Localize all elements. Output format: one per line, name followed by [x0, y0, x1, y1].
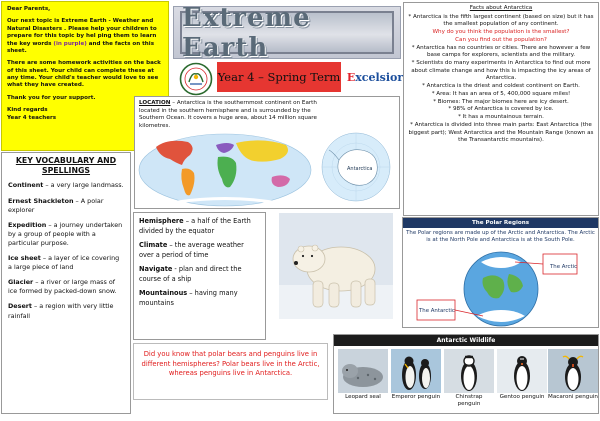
polar-bear-image — [279, 213, 393, 319]
vocab-term: Desert — [8, 302, 32, 311]
animal-caption: Emperor penguin — [391, 394, 441, 400]
animal-emperor-penguin — [391, 349, 441, 413]
polar-regions-heading: The Polar Regions — [403, 218, 598, 228]
letter-signoff: Year 4 teachers — [7, 114, 57, 121]
vocab-term: Ice sheet — [8, 254, 41, 263]
vocab-definition: – the average weather over a period of time — [139, 241, 244, 259]
letter-paragraph-2: There are some homework activities on the back of this sheet. Your child can complete these at any time. Your child's teacher would love to see what they have created. — [7, 60, 161, 89]
vocab-term: Climate — [139, 241, 168, 250]
letter-paragraph-1-end: and the facts on this sheet. — [7, 40, 155, 54]
animal-caption: Chinstrap penguin — [455, 394, 483, 407]
vocab-definition: – having many mountains — [139, 289, 238, 307]
vocab-term: Ernest Shackleton — [8, 196, 74, 205]
page-title: Extreme Earth — [182, 2, 311, 63]
fact-item: * Area: It has an area of 5, 400,000 square miles! — [431, 90, 571, 97]
vocab-definition: - plan and direct the course of a ship — [139, 265, 242, 283]
vocab-item — [8, 254, 124, 272]
vocab-term: Mountainous — [139, 289, 188, 298]
antarctica-map — [317, 130, 395, 204]
vocab-definition: – a layer of ice covering a large piece of land — [8, 254, 120, 272]
letter-thanks: Thank you for your support. — [7, 94, 96, 101]
wildlife-heading: Antarctic Wildlife — [334, 335, 598, 346]
arctic-label: The Arctic — [550, 264, 578, 270]
excelsior-initial: E — [346, 70, 356, 84]
year-term-label: Year 4 – Spring Term — [217, 62, 341, 92]
polar-regions-panel — [402, 217, 599, 328]
fact-item: * 98% of Antarctica is covered by ice. — [448, 106, 554, 113]
fact-question: Why do you think the population is the smallest? — [432, 29, 570, 36]
vocab-item — [8, 181, 124, 190]
facts-panel — [403, 2, 599, 216]
fact-item: * It has a mountainous terrain. — [458, 114, 544, 121]
vocab-item — [139, 265, 260, 284]
emperor-penguin-image — [391, 349, 441, 393]
letter-regards: Kind regards — [7, 107, 48, 114]
chinstrap-penguin-image — [444, 349, 494, 393]
location-panel — [134, 96, 400, 209]
animal-leopard-seal — [338, 349, 388, 413]
fact-item: * Scientists do many experiments in Antarctica to find out more about climate change and how this is impacting the icy areas of Antarctica. — [411, 60, 591, 82]
vocab-term: Continent — [8, 181, 44, 190]
vocabulary-panel — [1, 152, 131, 414]
facts-heading: Facts about Antarctica — [469, 5, 533, 11]
letter-paragraph-1 — [7, 18, 163, 55]
purple-note: (in purple) — [53, 40, 87, 47]
animal-chinstrap-penguin — [444, 349, 494, 413]
vocab-definition: – a half of the Earth divided by the equator — [139, 217, 251, 235]
antarctica-map-label: Antarctica — [347, 166, 373, 172]
vocab-term: Navigate — [139, 265, 173, 274]
vocab-definition: – a very large landmass. — [43, 181, 124, 190]
macaroni-penguin-image — [548, 349, 598, 393]
location-description: – Antarctica is the southernmost continent on Earth located in the southern hemisphere and is surrounded by the Southern Ocean. It covers a huge area, about 14 million square kilometres. — [139, 100, 317, 129]
vocab-item — [8, 197, 124, 215]
vocab-definition: – a region with very little rainfall — [8, 302, 114, 320]
school-logo — [178, 62, 214, 96]
fact-item: * Antarctica has no countries or cities. There are however a few base camps for explorers, scientists and the military. — [411, 44, 591, 59]
antarctic-label: The Antarctic — [419, 308, 455, 314]
vocab-item — [139, 289, 260, 308]
polar-regions-description: The Polar regions are made up of the Arctic and Antarctica. The Arctic is at the North Pole and Antarctica is at the South Pole. — [406, 230, 595, 244]
vocabulary-heading: KEY VOCABULARY AND SPELLINGS — [15, 156, 117, 175]
vocabulary-panel-2 — [133, 212, 266, 340]
antarctic-wildlife-panel — [333, 334, 599, 414]
vocab-definition: – A polar explorer — [8, 196, 104, 214]
vocab-item — [139, 241, 260, 260]
fact-item: * Biomes: The major biomes here are icy desert. — [433, 98, 569, 105]
animal-caption: Gentoo penguin — [499, 394, 545, 400]
leopard-seal-image — [338, 349, 388, 393]
animal-gentoo-penguin — [497, 349, 547, 413]
location-label: LOCATION — [139, 100, 171, 106]
location-text — [139, 100, 335, 130]
vocab-item — [139, 217, 260, 236]
did-you-know-box: Did you know that polar bears and penguins live in different hemispheres? Polar bears live in the Arctic, whereas penguins live in Antarctica. — [133, 343, 328, 400]
animal-macaroni-penguin — [548, 349, 598, 413]
letter-paragraph-1-text: Our next topic is Extreme Earth - Weather and Natural Disasters . Please help your children to prepare for this topic by hel ping them to learn the key words — [7, 18, 157, 47]
letter-greeting: Dear Parents, — [7, 6, 51, 12]
vocab-term: Glacier — [8, 278, 34, 287]
vocab-item — [8, 302, 124, 320]
vocab-item — [8, 221, 124, 248]
animal-caption: Leopard seal — [345, 394, 381, 400]
fact-item: * Antarctica is the driest and coldest continent on Earth. — [422, 83, 580, 90]
fact-item: * Antarctica is divided into three main parts: East Antarctica (the biggest part); West Antarctica and the Mountain Range (known as the Transantarctic mountains). — [408, 121, 594, 144]
globe-diagram — [403, 250, 600, 328]
animal-caption: Macaroni penguin — [548, 394, 598, 400]
fact-item: * Antarctica is the fifth largest continent (based on size) but it has the smallest population of any continent. — [408, 13, 594, 28]
world-map — [138, 133, 312, 207]
vocab-term: Expedition — [8, 220, 47, 229]
vocab-definition: – a journey undertaken by a group of people with a particular purpose. — [8, 220, 123, 247]
excelsior-logo — [345, 64, 405, 90]
fact-question: Can you find out the population? — [455, 36, 547, 43]
excelsior-wordmark: xcelsior — [355, 70, 404, 84]
vocab-item — [8, 278, 124, 296]
gentoo-penguin-image — [497, 349, 547, 393]
title-banner-frame — [180, 2, 394, 63]
vocab-term: Hemisphere — [139, 217, 184, 225]
title-banner — [173, 2, 401, 63]
vocab-definition: – a river or large mass of ice formed by packed-down snow. — [8, 278, 117, 296]
